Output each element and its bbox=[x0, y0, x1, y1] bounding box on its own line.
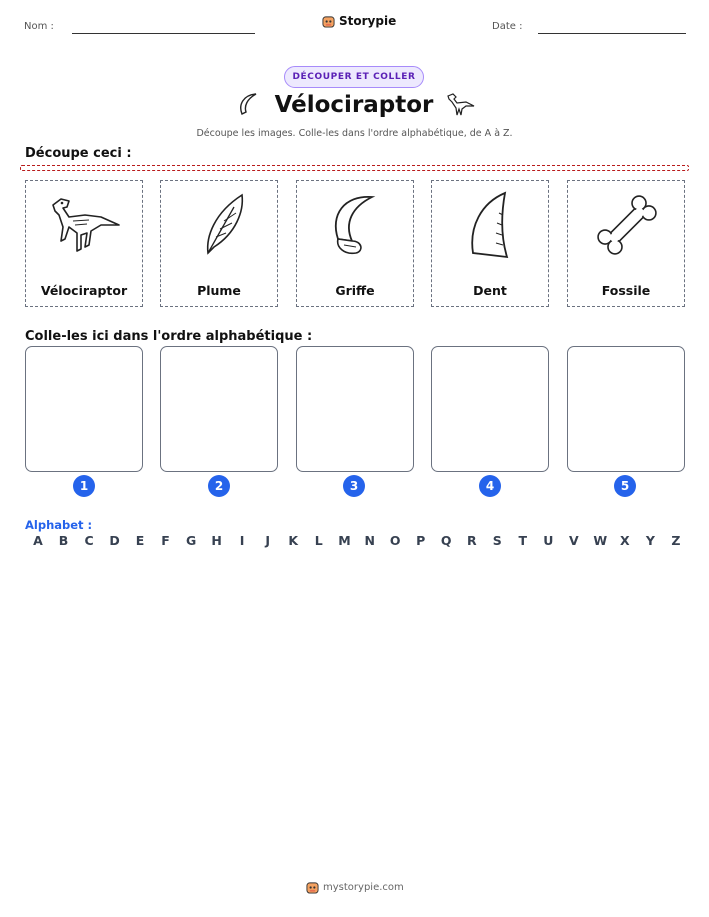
storypie-mascot-icon bbox=[322, 15, 335, 28]
card-label: Fossile bbox=[601, 283, 651, 298]
paste-slot-5[interactable] bbox=[567, 346, 685, 472]
alphabet-letter: T bbox=[518, 533, 528, 548]
alphabet-letter: L bbox=[314, 533, 323, 548]
alphabet-letter: X bbox=[620, 533, 630, 548]
date-label: Date : bbox=[492, 21, 523, 32]
date-line bbox=[538, 33, 686, 34]
claw-icon bbox=[316, 187, 396, 262]
alphabet-letter: Y bbox=[645, 533, 655, 548]
alphabet-letter: S bbox=[492, 533, 502, 548]
cut-line bbox=[20, 165, 689, 171]
paste-heading: Colle-les ici dans l'ordre alphabétique : bbox=[25, 329, 313, 344]
paste-slot-2[interactable] bbox=[160, 346, 278, 472]
cut-heading: Découpe ceci : bbox=[25, 146, 132, 161]
alphabet-letter: H bbox=[211, 533, 222, 548]
alphabet-letter: P bbox=[416, 533, 426, 548]
brand-name: Storypie bbox=[339, 14, 397, 28]
brand-logo bbox=[322, 14, 396, 28]
velociraptor-icon bbox=[45, 187, 125, 262]
paste-slot-1[interactable] bbox=[25, 346, 143, 472]
card-fossile[interactable] bbox=[567, 180, 685, 307]
alphabet-letter: I bbox=[239, 533, 245, 548]
alphabet-letter: A bbox=[33, 533, 43, 548]
paste-slot-3[interactable] bbox=[296, 346, 414, 472]
card-label: Plume bbox=[197, 283, 241, 298]
card-velociraptor[interactable] bbox=[25, 180, 143, 307]
alphabet-label: Alphabet : bbox=[25, 518, 93, 532]
feather-icon bbox=[180, 187, 260, 262]
alphabet-letter: E bbox=[135, 533, 145, 548]
card-griffe[interactable] bbox=[296, 180, 414, 307]
alphabet-row bbox=[32, 533, 682, 548]
alphabet-letter: U bbox=[543, 533, 554, 548]
page-title: Vélociraptor bbox=[274, 92, 434, 118]
tooth-icon bbox=[451, 187, 531, 262]
alphabet-letter: M bbox=[338, 533, 351, 548]
instructions: Découpe les images. Colle-les dans l'ordre alphabétique, de A à Z. bbox=[196, 128, 513, 139]
slot-number: 1 bbox=[73, 475, 95, 497]
storypie-mascot-icon bbox=[306, 881, 319, 894]
alphabet-letter: V bbox=[568, 533, 579, 548]
slot-number: 4 bbox=[479, 475, 501, 497]
card-label: Vélociraptor bbox=[40, 283, 128, 298]
paste-slot-4[interactable] bbox=[431, 346, 549, 472]
alphabet-letter: R bbox=[466, 533, 477, 548]
card-plume[interactable] bbox=[160, 180, 278, 307]
alphabet-letter: Q bbox=[440, 533, 452, 548]
alphabet-letter: C bbox=[84, 533, 94, 548]
card-label: Dent bbox=[473, 283, 507, 298]
slot-number: 3 bbox=[343, 475, 365, 497]
card-dent[interactable] bbox=[431, 180, 549, 307]
alphabet-letter: G bbox=[185, 533, 197, 548]
alphabet-letter: N bbox=[364, 533, 375, 548]
slot-number: 2 bbox=[208, 475, 230, 497]
alphabet-letter: F bbox=[161, 533, 170, 548]
footer-site: mystorypie.com bbox=[323, 882, 404, 893]
bone-icon bbox=[587, 187, 667, 262]
name-line bbox=[72, 33, 255, 34]
alphabet-letter: O bbox=[389, 533, 401, 548]
alphabet-letter: K bbox=[288, 533, 298, 548]
slot-number: 5 bbox=[614, 475, 636, 497]
velociraptor-deco-icon bbox=[444, 90, 476, 118]
alphabet-letter: W bbox=[593, 533, 608, 548]
name-label: Nom : bbox=[24, 21, 54, 32]
alphabet-letter: B bbox=[58, 533, 69, 548]
alphabet-letter: D bbox=[109, 533, 120, 548]
card-label: Griffe bbox=[335, 283, 375, 298]
footer bbox=[306, 881, 404, 894]
activity-badge: DÉCOUPER ET COLLER bbox=[284, 66, 424, 88]
alphabet-letter: Z bbox=[671, 533, 681, 548]
alphabet-letter: J bbox=[265, 533, 270, 548]
